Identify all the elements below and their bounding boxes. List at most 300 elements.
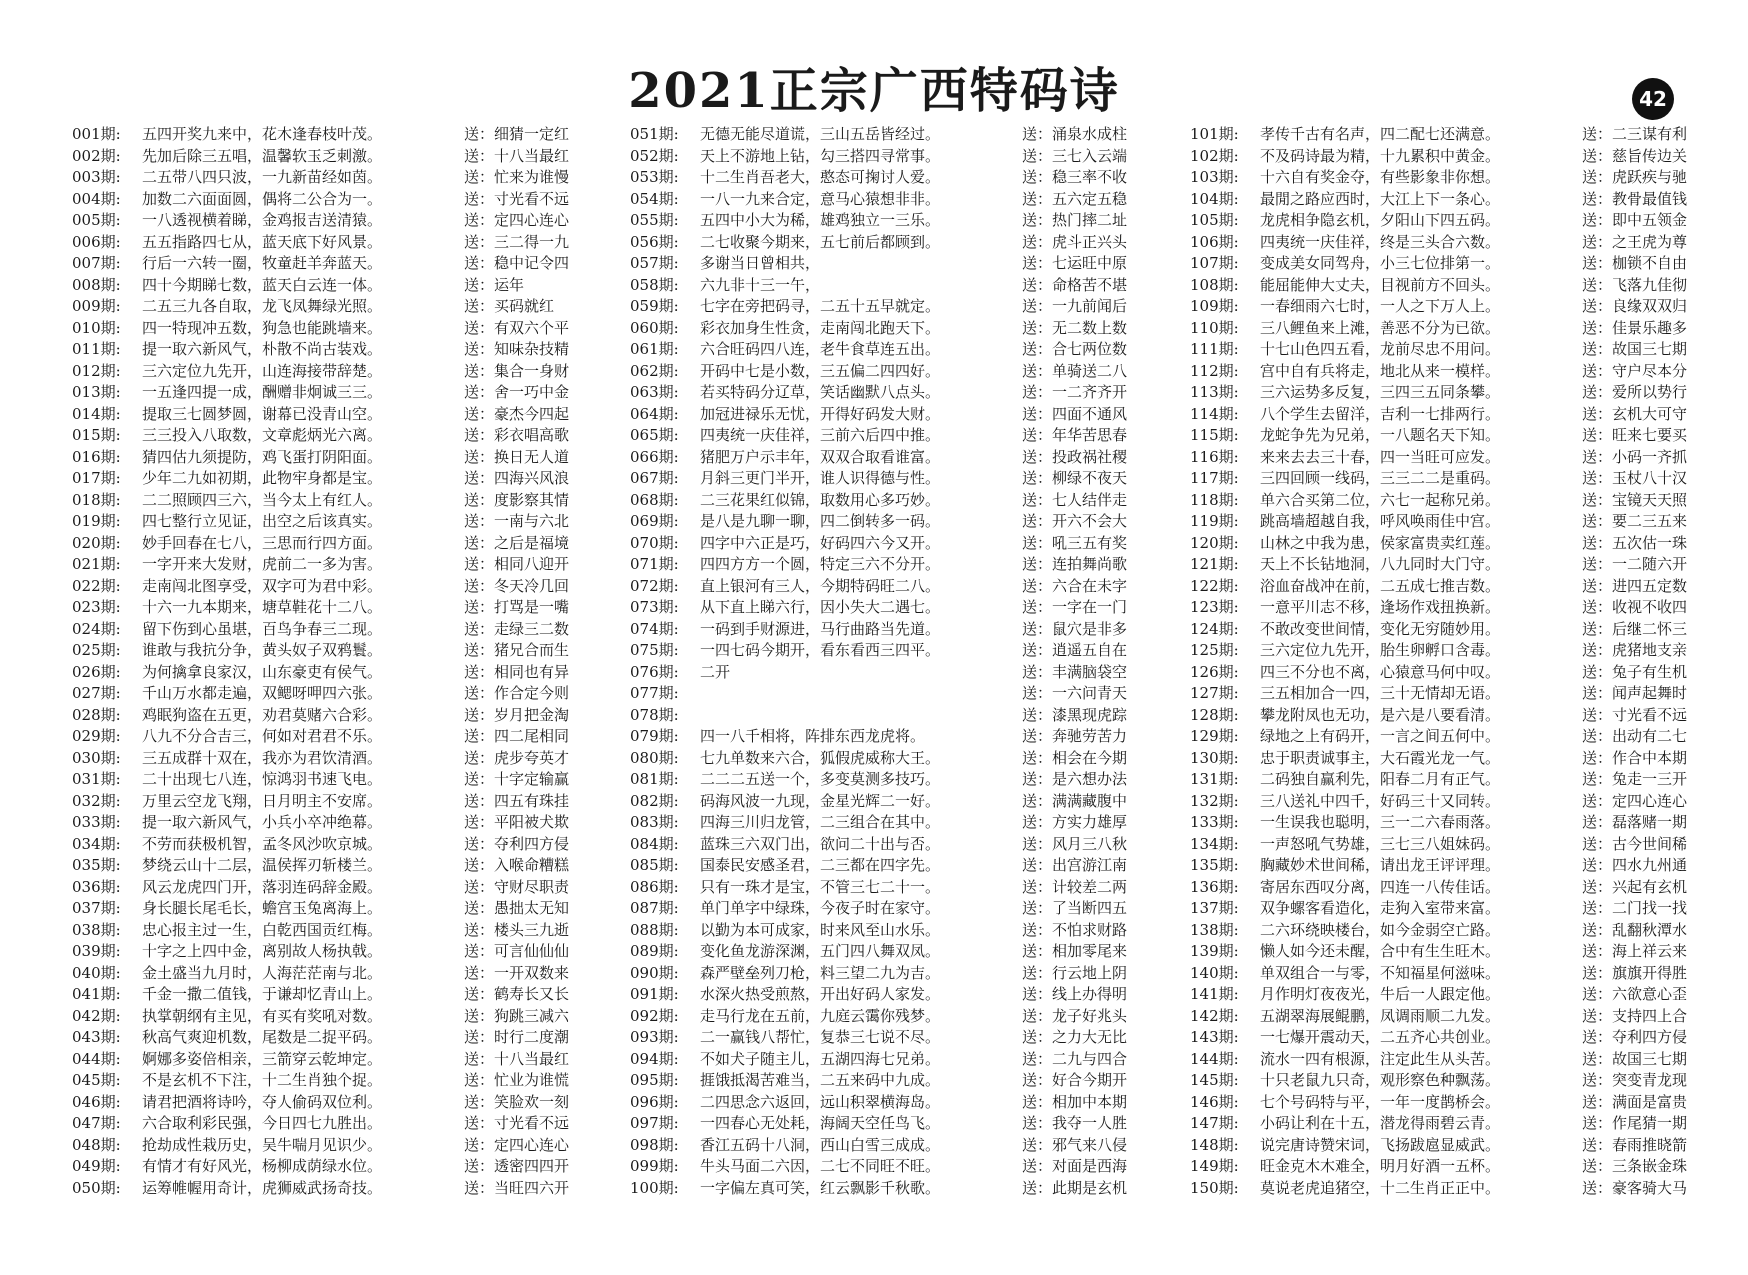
gift-text: 送：寸光看不远 xyxy=(1582,705,1688,724)
period-label: 031期: xyxy=(72,770,121,788)
poem-row xyxy=(72,963,577,985)
period-label: 100期: xyxy=(630,1178,679,1197)
period-label: 029期: xyxy=(72,727,121,745)
poem-row xyxy=(630,511,1142,533)
period-label: 071期: xyxy=(630,555,679,573)
period-label: 025期: xyxy=(72,641,121,659)
gift-text: 送：年华苦思春 xyxy=(1022,426,1128,444)
gift-text: 送：线上办得明 xyxy=(1022,985,1128,1003)
verse-text: 千山万水都走遍，双鳃呀呷四六张。 xyxy=(142,684,383,702)
gift-text: 送：投政祸社稷 xyxy=(1022,447,1128,466)
poem-row xyxy=(72,189,577,211)
verse-text: 懒人如今还未醒，合中有生生旺木。 xyxy=(1260,942,1501,960)
gift-text: 送：当旺四六开 xyxy=(464,1178,570,1197)
period-label: 095期: xyxy=(630,1071,679,1089)
poem-row xyxy=(72,1006,577,1028)
poem-row xyxy=(1190,877,1690,899)
verse-text: 最閒之路应西时，大江上下一条心。 xyxy=(1260,189,1501,208)
period-label: 002期: xyxy=(72,146,121,165)
gift-text: 送：之王虎为尊 xyxy=(1582,232,1688,251)
poem-row xyxy=(72,296,577,318)
period-label: 033期: xyxy=(72,813,121,831)
period-label: 142期: xyxy=(1190,1006,1239,1025)
poem-row xyxy=(630,834,1142,856)
poem-row xyxy=(630,920,1142,942)
period-label: 085期: xyxy=(630,856,679,874)
period-label: 003期: xyxy=(72,168,121,186)
verse-text: 孝传千古有名声，四二配七还满意。 xyxy=(1260,125,1501,143)
period-label: 006期: xyxy=(72,232,121,251)
poem-row xyxy=(72,404,577,426)
poem-row xyxy=(630,404,1142,426)
gift-text: 送：涌泉水成柱 xyxy=(1022,125,1128,143)
poem-row xyxy=(1190,619,1690,641)
period-label: 093期: xyxy=(630,1028,679,1046)
gift-text: 送：出动有二七 xyxy=(1582,727,1688,745)
period-label: 083期: xyxy=(630,813,679,831)
period-label: 110期: xyxy=(1190,318,1239,337)
verse-text: 三三投入八取数，文章彪炳光六离。 xyxy=(142,426,383,444)
poem-row xyxy=(1190,425,1690,447)
poem-row xyxy=(630,705,1142,727)
poem-row xyxy=(630,447,1142,469)
period-label: 150期: xyxy=(1190,1178,1239,1197)
verse-text: 七字在旁把码寻，二五十五早就定。 xyxy=(700,297,941,315)
verse-text: 月作明灯夜夜光，牛后一人跟定他。 xyxy=(1260,985,1501,1003)
verse-text: 二五三九各自取，龙飞凤舞绿光照。 xyxy=(142,297,383,315)
poem-row xyxy=(630,361,1142,383)
gift-text: 送：是六想办法 xyxy=(1022,770,1128,788)
gift-text: 送：计较差二两 xyxy=(1022,877,1128,896)
gift-text: 送：之力大无比 xyxy=(1022,1028,1128,1046)
verse-text: 留下伤到心虽堪，百鸟争春三二现。 xyxy=(142,619,383,638)
poem-row xyxy=(72,210,577,232)
gift-text: 送：虎跃疾与驰 xyxy=(1582,168,1688,186)
verse-text: 跳高墙超越自我，呼风唤雨佳中宫。 xyxy=(1260,512,1501,530)
verse-text: 身长腿长尾毛长，蟾宫玉兔离海上。 xyxy=(142,899,383,917)
period-label: 079期: xyxy=(630,727,679,745)
verse-text: 国泰民安感圣君，二三都在四字先。 xyxy=(700,856,941,874)
poem-row xyxy=(72,511,577,533)
verse-text: 七个号码特与平，一年一度鹊桥会。 xyxy=(1260,1092,1501,1111)
verse-text: 无德无能尽道谎，三山五岳皆经过。 xyxy=(700,125,941,143)
verse-text: 二七收聚今期来，五七前后都顾到。 xyxy=(700,232,941,251)
gift-text: 送：换日无人道 xyxy=(464,447,570,466)
column-2 xyxy=(630,124,1142,1199)
verse-text: 四一特现冲五数，狗急也能跳墙来。 xyxy=(142,318,383,337)
poem-row xyxy=(1190,167,1690,189)
poem-row xyxy=(72,146,577,168)
period-label: 089期: xyxy=(630,942,679,960)
period-label: 021期: xyxy=(72,555,121,573)
poem-row xyxy=(72,447,577,469)
verse-text: 能屈能伸大丈夫，目视前方不回头。 xyxy=(1260,275,1501,294)
verse-text: 单六合买第二位，六七一起称兄弟。 xyxy=(1260,490,1501,509)
column-3 xyxy=(1190,124,1690,1199)
period-label: 124期: xyxy=(1190,619,1239,638)
period-label: 130期: xyxy=(1190,748,1239,767)
verse-text: 说完唐诗赞宋词，飞扬跋扈显威武。 xyxy=(1260,1135,1501,1154)
poem-row xyxy=(630,533,1142,555)
poem-row xyxy=(72,554,577,576)
gift-text: 送：可言仙仙仙 xyxy=(464,942,570,960)
poem-row xyxy=(630,1156,1142,1178)
gift-text: 送：一开双数来 xyxy=(464,963,570,982)
verse-text: 不如犬子随主儿，五湖四海七兄弟。 xyxy=(700,1049,941,1068)
verse-text: 二六环绕映楼台，如今金弱空亡路。 xyxy=(1260,920,1501,939)
period-label: 035期: xyxy=(72,856,121,874)
period-label: 092期: xyxy=(630,1006,679,1025)
poem-row xyxy=(630,253,1142,275)
gift-text: 送：乱翻秋潭水 xyxy=(1582,920,1688,939)
gift-text: 送：教骨最值钱 xyxy=(1582,189,1688,208)
poem-row xyxy=(1190,984,1690,1006)
period-label: 126期: xyxy=(1190,662,1239,681)
gift-text: 送：突变青龙现 xyxy=(1582,1071,1688,1089)
verse-text: 三四回顾一线码，三三二二是重码。 xyxy=(1260,469,1501,487)
poem-row xyxy=(630,1178,1142,1200)
poem-row xyxy=(72,683,577,705)
gift-text: 送：热门摔二址 xyxy=(1022,211,1128,229)
gift-text: 送：透密四四开 xyxy=(464,1157,570,1175)
poem-row xyxy=(630,490,1142,512)
poem-row xyxy=(1190,490,1690,512)
gift-text: 送：打骂是一嘴 xyxy=(464,598,570,616)
period-label: 107期: xyxy=(1190,254,1239,272)
period-label: 121期: xyxy=(1190,555,1239,573)
poem-row xyxy=(1190,146,1690,168)
gift-text: 送：相加中本期 xyxy=(1022,1092,1128,1111)
verse-text: 四四方方一个圆，特定三六不分开。 xyxy=(700,555,941,573)
verse-text: 八个学生去留洋，吉利一七排两行。 xyxy=(1260,404,1501,423)
period-label: 014期: xyxy=(72,404,121,423)
period-label: 137期: xyxy=(1190,899,1239,917)
poem-row xyxy=(1190,296,1690,318)
poem-row xyxy=(72,619,577,641)
period-label: 081期: xyxy=(630,770,679,788)
gift-text: 送：枷锁不自由 xyxy=(1582,254,1688,272)
period-label: 019期: xyxy=(72,512,121,530)
poem-row xyxy=(1190,705,1690,727)
verse-text: 提取三七圆梦圆，谢幕已没青山空。 xyxy=(142,404,383,423)
period-label: 115期: xyxy=(1190,426,1239,444)
period-label: 005期: xyxy=(72,211,121,229)
verse-text: 流水一四有根源，注定此生从头苦。 xyxy=(1260,1049,1501,1068)
verse-text: 二五带八四只波，一九新苗经如茵。 xyxy=(142,168,383,186)
period-label: 012期: xyxy=(72,361,121,380)
poem-row xyxy=(72,1027,577,1049)
period-label: 149期: xyxy=(1190,1157,1239,1175)
gift-text: 送：冬天冷几回 xyxy=(464,576,570,595)
period-label: 047期: xyxy=(72,1114,121,1132)
gift-text: 送：定四心连心 xyxy=(464,1135,570,1154)
poem-row xyxy=(630,339,1142,361)
gift-text: 送：兔走一三开 xyxy=(1582,770,1688,788)
verse-text: 四十今期睇七数，蓝天白云连一体。 xyxy=(142,275,383,294)
gift-text: 送：要二三五来 xyxy=(1582,512,1688,530)
poem-row xyxy=(630,769,1142,791)
verse-text: 是八是九聊一聊，四二倒转多一码。 xyxy=(700,512,941,530)
poem-row xyxy=(72,834,577,856)
poem-row xyxy=(630,941,1142,963)
verse-text: 只有一珠才是宝，不管三七二十一。 xyxy=(700,877,941,896)
verse-text: 一春细雨六七时，一人之下万人上。 xyxy=(1260,297,1501,315)
verse-text: 请君把酒将诗吟，夺人偷码双位利。 xyxy=(142,1092,383,1111)
poem-row xyxy=(72,662,577,684)
poem-row xyxy=(1190,404,1690,426)
poem-row xyxy=(630,382,1142,404)
gift-text: 送：命格苦不堪 xyxy=(1022,275,1128,294)
gift-text: 送：故国三七期 xyxy=(1582,1049,1688,1068)
verse-text: 谁敢与我抗分争，黄头奴子双鸦鬟。 xyxy=(142,641,383,659)
poem-row xyxy=(72,1070,577,1092)
verse-text: 秋高气爽迎机数，尾数是二捉平码。 xyxy=(142,1028,383,1046)
verse-text: 有情才有好风光，杨柳成荫绿水位。 xyxy=(142,1157,383,1175)
period-label: 123期: xyxy=(1190,598,1239,616)
verse-text: 不劳而获极机智，孟冬风沙吹京城。 xyxy=(142,834,383,853)
gift-text: 送：玉杖八十汉 xyxy=(1582,469,1688,487)
period-label: 119期: xyxy=(1190,512,1239,530)
poem-row xyxy=(1190,1092,1690,1114)
gift-text: 送：后继二怀三 xyxy=(1582,619,1688,638)
period-label: 042期: xyxy=(72,1006,121,1025)
period-label: 063期: xyxy=(630,383,679,401)
period-label: 057期: xyxy=(630,254,679,272)
verse-text: 二四思念六返回，远山积翠横海岛。 xyxy=(700,1092,941,1111)
poem-row xyxy=(1190,898,1690,920)
poem-row xyxy=(72,941,577,963)
poem-row xyxy=(72,705,577,727)
poem-row xyxy=(72,1156,577,1178)
gift-text: 送：相会在今期 xyxy=(1022,748,1128,767)
verse-text: 胸藏妙术世间稀，请出龙王评评理。 xyxy=(1260,856,1501,874)
verse-text: 提一取六新风气，朴散不尚古装戏。 xyxy=(142,340,383,358)
gift-text: 送：慈旨传边关 xyxy=(1582,146,1688,165)
period-label: 080期: xyxy=(630,748,679,767)
gift-text: 送：狗跳三减六 xyxy=(464,1006,570,1025)
period-label: 046期: xyxy=(72,1092,121,1111)
gift-text: 送：宝镜天天照 xyxy=(1582,490,1688,509)
gift-text: 送：吼三五有奖 xyxy=(1022,533,1128,552)
poem-row xyxy=(72,576,577,598)
gift-text: 送：闻声起舞时 xyxy=(1582,684,1688,702)
verse-text: 猜四估九须提防，鸡飞蛋打阴阳面。 xyxy=(142,447,383,466)
period-label: 045期: xyxy=(72,1071,121,1089)
poem-row xyxy=(1190,1049,1690,1071)
poem-row xyxy=(72,232,577,254)
poem-row xyxy=(630,662,1142,684)
gift-text: 送：磊落赌一期 xyxy=(1582,813,1688,831)
gift-text: 送：无二数上数 xyxy=(1022,318,1128,337)
gift-text: 送：四五有珠挂 xyxy=(464,791,570,810)
verse-text: 莫说老虎追猪空，十二生肖正正中。 xyxy=(1260,1178,1501,1197)
period-label: 022期: xyxy=(72,576,121,595)
gift-text: 送：佳景乐趣多 xyxy=(1582,318,1688,337)
poem-row xyxy=(630,1092,1142,1114)
period-label: 074期: xyxy=(630,619,679,638)
poem-row xyxy=(72,382,577,404)
period-label: 032期: xyxy=(72,791,121,810)
poem-row xyxy=(1190,1156,1690,1178)
period-label: 099期: xyxy=(630,1157,679,1175)
poem-row xyxy=(1190,382,1690,404)
verse-text: 不是玄机不下注，十二生肖独个捉。 xyxy=(142,1071,383,1089)
gift-text: 送：飞落九佳彻 xyxy=(1582,275,1688,294)
period-label: 140期: xyxy=(1190,963,1239,982)
period-label: 018期: xyxy=(72,490,121,509)
period-label: 013期: xyxy=(72,383,121,401)
period-label: 051期: xyxy=(630,125,679,143)
poem-row xyxy=(72,984,577,1006)
verse-text: 四夷统一庆佳祥，三前六后四中推。 xyxy=(700,426,941,444)
gift-text: 送：良缘双双归 xyxy=(1582,297,1688,315)
verse-text: 六合旺码四八连，老牛食草连五出。 xyxy=(700,340,941,358)
period-label: 076期: xyxy=(630,662,679,681)
verse-text: 森严壁垒列刀枪，料三望二九为吉。 xyxy=(700,963,941,982)
poem-row xyxy=(72,1092,577,1114)
poem-row xyxy=(1190,920,1690,942)
gift-text: 送：三二得一九 xyxy=(464,232,570,251)
poem-row xyxy=(1190,447,1690,469)
period-label: 096期: xyxy=(630,1092,679,1111)
period-label: 109期: xyxy=(1190,297,1239,315)
period-label: 116期: xyxy=(1190,447,1239,466)
verse-text: 三六运势多反复，三四三五同条攀。 xyxy=(1260,383,1501,401)
gift-text: 送：行云地上阴 xyxy=(1022,963,1128,982)
period-label: 131期: xyxy=(1190,770,1239,788)
gift-text: 送：知味杂技精 xyxy=(464,340,570,358)
poem-row xyxy=(630,726,1142,748)
gift-text: 送：奔驰劳苦力 xyxy=(1022,727,1128,745)
gift-text: 送：忙业为谁慌 xyxy=(464,1071,570,1089)
period-label: 075期: xyxy=(630,641,679,659)
column-1 xyxy=(72,124,577,1199)
verse-text: 蓝珠三六双门出，欲问二十出与否。 xyxy=(700,834,941,853)
gift-text: 送：出宫游江南 xyxy=(1022,856,1128,874)
gift-text: 送：细猜一定红 xyxy=(464,125,570,143)
verse-text: 四海三川归龙管，二三组合在其中。 xyxy=(700,813,941,831)
gift-text: 送：夺利四方侵 xyxy=(464,834,570,853)
gift-text: 送：三七入云端 xyxy=(1022,146,1128,165)
period-label: 147期: xyxy=(1190,1114,1239,1132)
period-label: 135期: xyxy=(1190,856,1239,874)
gift-text: 送：六合在未字 xyxy=(1022,576,1128,595)
gift-text: 送：虎斗正兴头 xyxy=(1022,232,1128,251)
gift-text: 送：虎猪地支亲 xyxy=(1582,641,1688,659)
gift-text: 送：三条嵌金珠 xyxy=(1582,1157,1688,1175)
verse-text: 风云龙虎四门开，落羽连码辞金殿。 xyxy=(142,877,383,896)
poem-row xyxy=(630,640,1142,662)
period-label: 086期: xyxy=(630,877,679,896)
period-label: 066期: xyxy=(630,447,679,466)
period-label: 001期: xyxy=(72,125,121,143)
verse-text: 开码中七是小数，三五偏二四四好。 xyxy=(700,361,941,380)
verse-text: 万里云空龙飞翔，日月明主不安席。 xyxy=(142,791,383,810)
verse-text: 天上不游地上钻，勾三搭四寻常事。 xyxy=(700,146,941,165)
verse-text: 五四开奖九来中，花木逢春枝叶茂。 xyxy=(142,125,383,143)
poem-row xyxy=(1190,834,1690,856)
poem-row xyxy=(630,232,1142,254)
page-title: 2021正宗广西特码诗 xyxy=(628,63,1120,119)
period-label: 144期: xyxy=(1190,1049,1239,1068)
verse-text: 一五逢四提一成，酬赠非炯诚三三。 xyxy=(142,383,383,401)
verse-text: 香江五码十八洞，西山白雪三成成。 xyxy=(700,1135,941,1154)
period-label: 111期: xyxy=(1190,340,1239,358)
gift-text: 送：舍一巧中金 xyxy=(464,383,570,401)
period-label: 102期: xyxy=(1190,146,1239,165)
period-label: 009期: xyxy=(72,297,121,315)
period-label: 097期: xyxy=(630,1114,679,1132)
period-label: 017期: xyxy=(72,469,121,487)
poem-row xyxy=(1190,597,1690,619)
gift-text: 送：兔子有生机 xyxy=(1582,662,1688,681)
verse-text: 八九不分合吉三，何如对君君不乐。 xyxy=(142,727,383,745)
gift-text: 送：稳三率不收 xyxy=(1022,168,1128,186)
poem-row xyxy=(1190,941,1690,963)
poem-row xyxy=(630,683,1142,705)
poem-row xyxy=(72,124,577,146)
verse-text: 四夷统一庆佳祥，终是三头合六数。 xyxy=(1260,232,1501,251)
gift-text: 送：二三谋有利 xyxy=(1582,125,1688,143)
gift-text: 送：即中五领金 xyxy=(1582,211,1688,229)
poem-row xyxy=(1190,748,1690,770)
poem-row xyxy=(630,597,1142,619)
verse-text: 二二照顾四三六，当今太上有红人。 xyxy=(142,490,383,509)
verse-text: 一码到手财源进，马行曲路当先道。 xyxy=(700,619,941,638)
period-label: 073期: xyxy=(630,598,679,616)
period-label: 145期: xyxy=(1190,1071,1239,1089)
verse-text: 猪肥万户示丰年，双双合取看谁富。 xyxy=(700,447,941,466)
gift-text: 送：四面不通风 xyxy=(1022,404,1128,423)
poem-row xyxy=(630,1135,1142,1157)
period-label: 067期: xyxy=(630,469,679,487)
verse-text: 走马行龙在五前，九庭云霭你残梦。 xyxy=(700,1006,941,1025)
gift-text: 送：买码就红 xyxy=(464,297,555,315)
gift-text: 送：龙子好兆头 xyxy=(1022,1006,1128,1025)
verse-text: 五湖翠海展鲲鹏，凤调雨顺二九发。 xyxy=(1260,1006,1501,1025)
gift-text: 送：对面是西海 xyxy=(1022,1157,1128,1175)
verse-text: 一声怒吼气势雄，三七三八姐妹码。 xyxy=(1260,834,1501,853)
period-label: 039期: xyxy=(72,942,121,960)
period-label: 129期: xyxy=(1190,727,1239,745)
period-label: 146期: xyxy=(1190,1092,1239,1111)
period-label: 028期: xyxy=(72,705,121,724)
verse-text: 寄居东西叹分离，四连一八传佳话。 xyxy=(1260,877,1501,896)
period-label: 037期: xyxy=(72,899,121,917)
gift-text: 送：一二随六开 xyxy=(1582,555,1688,573)
gift-text: 送：一二齐齐开 xyxy=(1022,383,1128,401)
gift-text: 送：满面是富贵 xyxy=(1582,1092,1688,1111)
poem-row xyxy=(1190,511,1690,533)
poem-row xyxy=(1190,791,1690,813)
gift-text: 送：运年 xyxy=(464,275,525,294)
gift-text: 送：愚拙太无知 xyxy=(464,899,570,917)
poem-row xyxy=(1190,468,1690,490)
gift-text: 送：楼头三九逝 xyxy=(464,920,570,939)
period-label: 128期: xyxy=(1190,705,1239,724)
gift-text: 送：有双六个平 xyxy=(464,318,570,337)
period-label: 069期: xyxy=(630,512,679,530)
gift-text: 送：作尾猜一期 xyxy=(1582,1114,1688,1132)
period-label: 098期: xyxy=(630,1135,679,1154)
poem-row xyxy=(630,963,1142,985)
verse-text: 提一取六新风气，小兵小卒冲绝幕。 xyxy=(142,813,383,831)
period-label: 068期: xyxy=(630,490,679,509)
verse-text: 绿地之上有码开，一言之间五何中。 xyxy=(1260,727,1501,745)
period-label: 004期: xyxy=(72,189,121,208)
poem-row xyxy=(1190,855,1690,877)
period-label: 016期: xyxy=(72,447,121,466)
